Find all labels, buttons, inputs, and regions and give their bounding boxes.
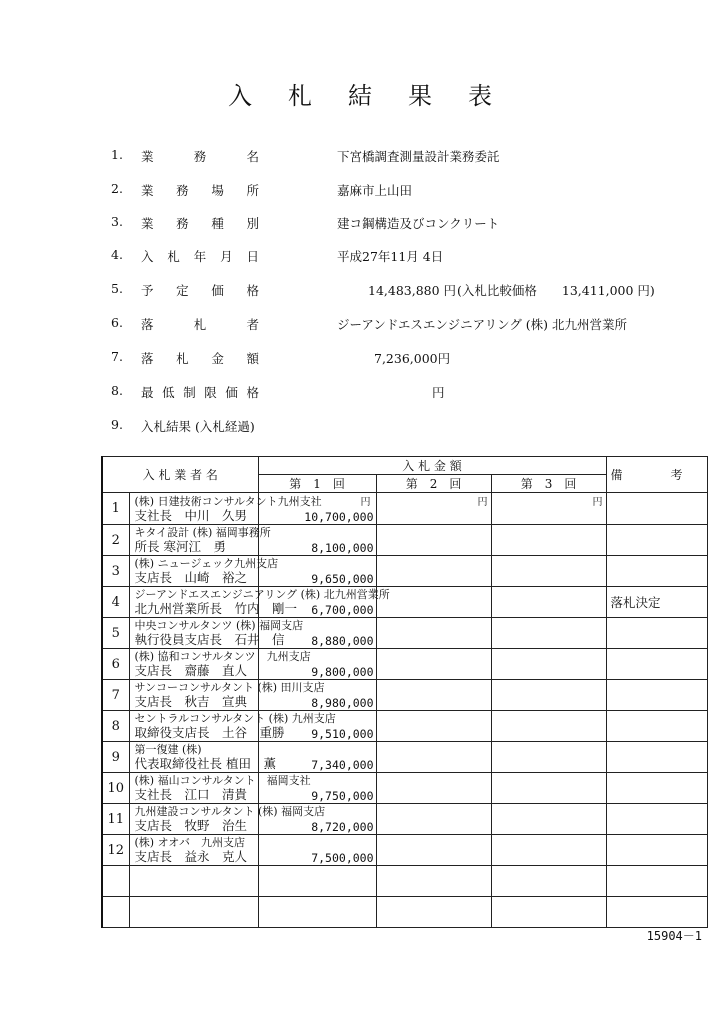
- amount-value: 9,800,000: [311, 665, 374, 679]
- remark-cell: [606, 773, 707, 804]
- amount-round-3: [491, 804, 606, 835]
- remark-cell: [606, 835, 707, 866]
- header-bidder: 入 札 業 者 名: [102, 457, 258, 493]
- bidder-company: 九州建設コンサルタント (株) 福岡支店: [134, 805, 326, 818]
- remark-cell: [606, 680, 707, 711]
- bidder-representative: 取締役支店長 土谷 重勝: [134, 725, 285, 740]
- item-label: [141, 247, 259, 265]
- row-number: 10: [102, 773, 129, 804]
- bidder-representative: 支社長 江口 清貴: [134, 787, 248, 802]
- amount-round-3: [491, 649, 606, 680]
- item-label: [141, 181, 259, 199]
- amount-value: 10,700,000: [304, 510, 374, 524]
- info-row: [0, 214, 720, 232]
- item-label-char: 低: [162, 385, 175, 400]
- item-label-char: 業: [141, 183, 154, 198]
- remark-cell: [606, 711, 707, 742]
- table-row: [102, 649, 707, 680]
- bidder-cell: [129, 835, 258, 866]
- amount-round-3: [491, 680, 606, 711]
- amount-round-3: [491, 711, 606, 742]
- bidder-cell: [129, 742, 276, 773]
- table-row: [102, 493, 707, 525]
- item-label-char: 者: [246, 317, 259, 332]
- item-value-compare: (入札比較価格 13,411,000 円): [457, 283, 655, 298]
- amount-round-2: [376, 773, 491, 804]
- amount-round-1: [258, 835, 376, 866]
- table-row: [102, 556, 707, 587]
- item-value: 下宮橋調査測量設計業務委託: [337, 149, 500, 164]
- row-number: 1: [102, 493, 129, 525]
- remark-cell: [606, 525, 707, 556]
- item-label-char: 務: [176, 183, 189, 198]
- amount-round-3: [491, 835, 606, 866]
- row-number: 11: [102, 804, 129, 835]
- bidder-cell: [129, 773, 311, 804]
- info-row: [0, 315, 720, 333]
- empty-cell: [606, 866, 707, 897]
- table-row: [102, 804, 707, 835]
- amount-round-2: [376, 804, 491, 835]
- amount-round-1: [258, 525, 376, 556]
- item-label-char: 名: [246, 149, 259, 164]
- item-label: [141, 315, 259, 333]
- item-value: 14,483,880 円: [368, 283, 457, 298]
- info-row: [0, 281, 720, 299]
- item-label-char: 業: [141, 149, 154, 164]
- amount-round-2: [376, 525, 491, 556]
- amount-round-2: [376, 680, 491, 711]
- item-label: 入札結果 (入札経過): [141, 419, 255, 434]
- item-label-char: 場: [211, 183, 224, 198]
- empty-cell: [258, 897, 376, 928]
- amount-value: 8,100,000: [311, 541, 374, 555]
- item-label-char: 別: [246, 216, 259, 231]
- amount-round-3: [491, 493, 606, 525]
- amount-round-2: [376, 618, 491, 649]
- item-label-char: 制: [183, 385, 196, 400]
- page-title: 入札結果表: [228, 82, 528, 110]
- item-label-char: 落: [141, 351, 154, 366]
- empty-cell: [129, 866, 258, 897]
- remark-cell: 落札決定: [606, 587, 707, 618]
- item-label-char: 限: [204, 385, 217, 400]
- amount-round-2: [376, 742, 491, 773]
- bidder-company: ジーアンドエスエンジニアリング (株) 北九州営業所: [134, 588, 390, 601]
- info-row: [0, 181, 720, 199]
- amount-round-2: [376, 835, 491, 866]
- info-row: [0, 417, 720, 435]
- bidder-cell: [129, 493, 322, 525]
- item-label-char: 所: [246, 183, 259, 198]
- table-row: [102, 525, 707, 556]
- item-number: 4.: [111, 247, 123, 262]
- info-row: [0, 383, 720, 401]
- empty-cell: [491, 897, 606, 928]
- bidder-representative: 支店長 齋藤 直人: [134, 663, 248, 678]
- item-label-char: 最: [141, 385, 154, 400]
- item-value: 嘉麻市上山田: [337, 183, 413, 198]
- item-label-char: 入: [141, 249, 154, 264]
- bidder-company: セントラルコンサルタント (株) 九州支店: [134, 712, 336, 725]
- row-number: 7: [102, 680, 129, 711]
- amount-round-3: [491, 773, 606, 804]
- bidder-cell: [129, 804, 326, 835]
- bidder-company: (株) 福山コンサルタント 福岡支社: [134, 774, 311, 787]
- info-row: [0, 349, 720, 367]
- bidder-representative: 北九州営業所長 竹内 剛一: [134, 601, 298, 616]
- bidder-company: 中央コンサルタンツ (株) 福岡支店: [134, 619, 304, 632]
- item-value: 円: [432, 385, 445, 400]
- amount-round-3: [491, 525, 606, 556]
- table-row: [102, 711, 707, 742]
- bidder-company: (株) 協和コンサルタンツ 九州支店: [134, 650, 311, 663]
- item-label-char: 札: [193, 317, 207, 332]
- bidder-representative: 代表取締役社長 植田 薫: [134, 756, 276, 771]
- bidder-cell: [129, 711, 336, 742]
- item-value: 建コ鋼構造及びコンクリート: [337, 216, 500, 231]
- remark-cell: [606, 493, 707, 525]
- item-label-char: 格: [246, 283, 259, 298]
- row-number: 8: [102, 711, 129, 742]
- amount-value: 9,650,000: [311, 572, 374, 586]
- amount-value: 9,510,000: [311, 727, 374, 741]
- item-label-char: 価: [225, 385, 238, 400]
- bidder-company: キタイ設計 (株) 福岡事務所: [134, 526, 271, 539]
- bidder-representative: 支店長 山崎 裕之: [134, 570, 248, 585]
- remark-cell: [606, 618, 707, 649]
- item-label-char: 金: [211, 351, 224, 366]
- amount-round-2: [376, 493, 491, 525]
- item-label-char: 月: [220, 249, 233, 264]
- table-row: [102, 773, 707, 804]
- table-row: [102, 742, 707, 773]
- empty-cell: [129, 897, 258, 928]
- yen-unit: 円: [592, 497, 603, 508]
- item-number: 8.: [111, 383, 123, 398]
- bidder-company: サンコーコンサルタント (株) 田川支店: [134, 681, 325, 694]
- table-row: [102, 680, 707, 711]
- item-number: 3.: [111, 214, 123, 229]
- bidder-representative: 支店長 牧野 治生: [134, 818, 248, 833]
- header-remark: 備 考: [606, 457, 707, 493]
- table-row: [102, 618, 707, 649]
- info-row: [0, 247, 720, 265]
- bidder-cell: [129, 525, 271, 556]
- row-number: 9: [102, 742, 129, 773]
- item-number: 5.: [111, 281, 123, 296]
- header-round-2: 第 2 回: [376, 475, 491, 493]
- remark-cell: [606, 742, 707, 773]
- amount-value: 7,340,000: [311, 758, 374, 772]
- item-label-char: 落: [141, 317, 154, 332]
- item-value: ジーアンドエスエンジニアリング (株) 北九州営業所: [337, 317, 628, 332]
- row-number: 6: [102, 649, 129, 680]
- empty-cell: [376, 866, 491, 897]
- item-label-char: 額: [246, 351, 259, 366]
- item-number: 2.: [111, 181, 123, 196]
- item-label-char: 札: [167, 249, 180, 264]
- amount-value: 8,880,000: [311, 634, 374, 648]
- amount-round-2: [376, 556, 491, 587]
- item-label-char: 予: [141, 283, 154, 298]
- row-number: 4: [102, 587, 129, 618]
- amount-round-3: [491, 556, 606, 587]
- page-number: 15904－1: [646, 929, 702, 943]
- row-number: 12: [102, 835, 129, 866]
- empty-cell: [376, 897, 491, 928]
- amount-round-3: [491, 587, 606, 618]
- table-row: [102, 587, 707, 618]
- item-label-char: 年: [193, 249, 207, 264]
- item-label-char: 日: [246, 249, 259, 264]
- yen-unit: 円: [360, 497, 371, 508]
- row-number: 2: [102, 525, 129, 556]
- empty-cell: [491, 866, 606, 897]
- remark-cell: [606, 804, 707, 835]
- item-label-char: 務: [193, 149, 207, 164]
- amount-round-3: [491, 618, 606, 649]
- item-number: 9.: [111, 417, 123, 432]
- bidder-representative: 支店長 益永 克人: [134, 849, 248, 864]
- item-label-char: 定: [176, 283, 189, 298]
- item-label: [141, 349, 259, 367]
- item-label-char: 札: [176, 351, 189, 366]
- empty-cell: [258, 866, 376, 897]
- bidder-company: (株) オオバ 九州支店: [134, 836, 246, 849]
- amount-round-3: [491, 742, 606, 773]
- item-label: [141, 214, 259, 232]
- bidder-representative: 所長 寒河江 勇: [134, 539, 226, 554]
- empty-cell: [102, 897, 129, 928]
- yen-unit: 円: [477, 497, 488, 508]
- item-label: [141, 383, 259, 401]
- bidder-company: (株) ニュージェック九州支店: [134, 557, 279, 570]
- remark-cell: [606, 649, 707, 680]
- amount-value: 8,720,000: [311, 820, 374, 834]
- item-label-char: 価: [211, 283, 224, 298]
- amount-round-2: [376, 649, 491, 680]
- item-label-char: 務: [176, 216, 189, 231]
- table-row: [102, 835, 707, 866]
- bidder-company: (株) 日建技術コンサルタント九州支社: [134, 494, 322, 508]
- item-value: 7,236,000円: [374, 351, 451, 366]
- empty-row: [102, 897, 707, 928]
- bidder-cell: [129, 556, 279, 587]
- bidder-cell: [129, 680, 325, 711]
- item-label-char: 種: [211, 216, 224, 231]
- item-label-char: 格: [246, 385, 259, 400]
- bidder-representative: 執行役員支店長 石井 信: [134, 632, 285, 647]
- amount-value: 6,700,000: [311, 603, 374, 617]
- bid-results-table: [101, 456, 708, 928]
- amount-value: 7,500,000: [311, 851, 374, 865]
- amount-round-2: [376, 711, 491, 742]
- info-row: [0, 147, 720, 165]
- row-number: 5: [102, 618, 129, 649]
- row-number: 3: [102, 556, 129, 587]
- bidder-cell: [129, 649, 311, 680]
- bidder-representative: 支店長 秋吉 宣典: [134, 694, 248, 709]
- item-number: 7.: [111, 349, 123, 364]
- item-number: 1.: [111, 147, 123, 162]
- empty-row: [102, 866, 707, 897]
- item-label: [141, 281, 259, 299]
- item-value: 平成27年11月 4日: [337, 249, 444, 264]
- empty-cell: [606, 897, 707, 928]
- empty-cell: [102, 866, 129, 897]
- item-label: [141, 147, 259, 165]
- bidder-cell: [129, 618, 304, 649]
- header-round-3: 第 3 回: [491, 475, 606, 493]
- amount-value: 8,980,000: [311, 696, 374, 710]
- amount-value: 9,750,000: [311, 789, 374, 803]
- amount-round-2: [376, 587, 491, 618]
- item-label-char: 業: [141, 216, 154, 231]
- bidder-representative: 支社長 中川 久男: [134, 507, 248, 523]
- header-round-1: 第 1 回: [258, 475, 376, 493]
- bidder-company: 第一復建 (株): [134, 743, 202, 756]
- item-number: 6.: [111, 315, 123, 330]
- table-header-row: [102, 457, 707, 475]
- remark-cell: [606, 556, 707, 587]
- header-amount: 入 札 金 額: [258, 457, 606, 475]
